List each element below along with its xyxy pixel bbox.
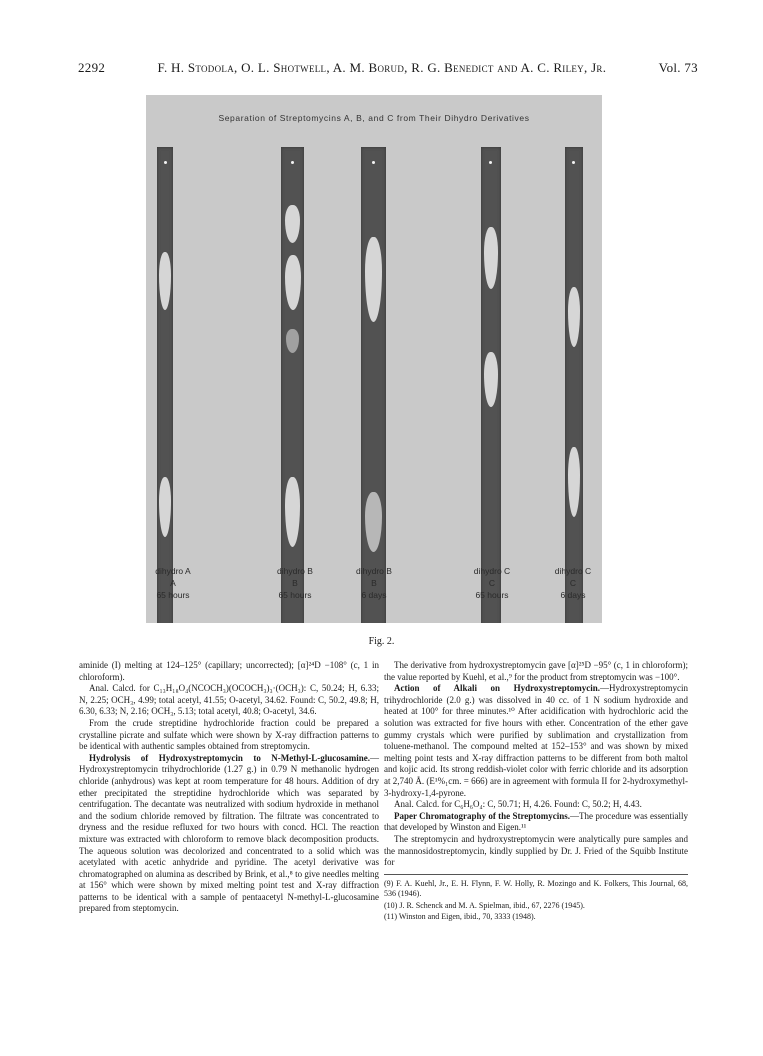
section-heading: Paper Chromatography of the Streptomycins. — [394, 810, 571, 821]
spot — [365, 237, 382, 322]
left-column — [79, 660, 379, 915]
strip-dihydro-b-6d — [361, 147, 386, 623]
running-header — [78, 60, 698, 76]
strip-dihydro-c-65h — [481, 147, 501, 623]
spot — [365, 492, 382, 552]
footnote: (11) Winston and Eigen, ibid., 70, 3333 (1948). — [384, 912, 536, 922]
paragraph: aminide (I) melting at 124–125° (capillary; uncorrected); [α]²⁴D −108° (c, 1 in chloroform). — [79, 660, 379, 682]
origin-dot — [291, 161, 294, 164]
header-authors: F. H. Stodola, O. L. Shotwell, A. M. Borud, R. G. Benedict and A. C. Riley, Jr. — [157, 60, 607, 75]
paragraph: The streptomycin and hydroxystreptomycin were analytically pure samples and the mannosidostreptomycin, kindly supplied by Dr. J. Fried of the Squibb Institute for — [384, 833, 688, 868]
origin-dot — [372, 161, 375, 164]
paragraph: Paper Chromatography of the Streptomycins.—The procedure was essentially that developed by Winston and Eigen.¹¹ — [384, 810, 688, 833]
spot — [286, 329, 299, 353]
strip-dihydro-c-6d — [565, 147, 583, 623]
strip-label: dihydro A A 65 hours — [155, 566, 191, 600]
right-column — [384, 660, 688, 924]
strip-label: dihydro B B 6 days — [356, 566, 392, 600]
spot — [568, 447, 580, 517]
paragraph: Action of Alkali on Hydroxystreptomycin.—Hydroxystreptomycin trihydrochloride (2.0 g.) was dissolved in 40 cc. of 1 N sodium hydroxide and heated at 100° for three minutes.¹⁰ After acidification with hydrochloric acid the solution was extracted for five hours with ether. Concentration of the ether gave gummy crystals which were purified by sublimation and crystallization from toluene-methanol. The compound melted at 152–153° and was shown by mixed melting point tests and X-ray diffraction patterns to be different from both maltol and kojic acid. Its strong reddish-violet color with ferric chloride and its adsorption at 2,740 Å. (E¹%₁cm. = 666) are in agreement with formula II for 2-hydroxymethyl-3-hydroxy-1,4-pyrone. — [384, 683, 688, 798]
strip-label: dihydro C C 65 hours — [473, 566, 511, 600]
volume-number: Vol. 73 — [658, 60, 698, 75]
figure-title: Separation of Streptomycins A, B, and C from Their Dihydro Derivatives — [218, 113, 530, 123]
origin-dot — [572, 161, 575, 164]
strip-dihydro-b-65h — [281, 147, 304, 623]
paragraph: From the crude streptidine hydrochloride fraction could be prepared a crystalline picrate and sulfate which were shown by X-ray diffraction patterns to be identical with authentic samples obtained from streptomycin. — [79, 717, 379, 752]
paragraph: Hydrolysis of Hydroxystreptomycin to N-Methyl-L-glucosamine.—Hydroxystreptomycin trihydrochloride (1.27 g.) in 0.79 N methanolic hydrogen chloride (anhydrous) was kept at room temperature for 48 hours. Addition of dry ether precipitated the streptidine hydrochloride which was separated by centrifugation. The decantate was neutralized with sodium hydroxide in methanol and the sodium chloride removed by filtration. The filtrate was concentrated to dryness and the residue refluxed for two hours with concd. HCl. The reaction mixture was extracted with chloroform to remove black decomposition products. The aqueous solution was decolorized and concentrated to a solid which was acetylated with acetic anhydride and pyridine. The acetyl derivative was chromatographed on alumina as described by Brink, et al.,⁸ to give needles melting at 156° which were shown by mixed melting point test and X-ray diffraction patterns to be identical with a sample of pentaacetyl N-methyl-L-glucosamine prepared from steptomycin. — [79, 752, 379, 914]
spot — [484, 352, 498, 407]
section-heading: Hydrolysis of Hydroxystreptomycin to N-Methyl-L-glucosamine. — [89, 752, 370, 763]
spot — [285, 205, 300, 243]
section-heading: Action of Alkali on Hydroxystreptomycin. — [394, 683, 600, 694]
paragraph: Anal. Calcd. for C₆H₆O₄: C, 50.71; H, 4.26. Found: C, 50.2; H, 4.43. — [394, 799, 642, 810]
origin-dot — [164, 161, 167, 164]
spot — [568, 287, 580, 347]
spot — [285, 477, 300, 547]
footnote: (10) J. R. Schenck and M. A. Spielman, ibid., 67, 2276 (1945). — [384, 900, 585, 910]
strip-label: dihydro C C 6 days — [554, 566, 592, 600]
chromatogram-figure — [146, 95, 602, 623]
figure-caption: Fig. 2. — [368, 636, 395, 647]
page-number: 2292 — [78, 60, 106, 75]
spot — [159, 477, 171, 537]
footnotes — [384, 874, 688, 923]
strip-dihydro-a — [157, 147, 173, 623]
paragraph: Anal. Calcd. for C₁₃H₁₈O₄(NCOCH₃)(OCOCH₃)₃·(OCH₃): C, 50.24; H, 6.33; N, 2.25; OCH₃, 4.99; total acetyl, 41.55; O-acetyl, 34.62. Found: C, 50.2, 49.8; H, 6.30, 6.33; N, 2.16; OCH₃, 5.13; total acetyl, 40.8; O-acetyl, 34.6. — [79, 683, 379, 717]
strip-label: dihydro B B 65 hours — [277, 566, 313, 600]
spot — [484, 227, 498, 289]
footnote: (9) F. A. Kuehl, Jr., E. H. Flynn, F. W. Holly, R. Mozingo and K. Folkers, This Journal, 68, 536 (1946). — [384, 878, 688, 899]
origin-dot — [489, 161, 492, 164]
spot — [285, 255, 301, 310]
paragraph: The derivative from hydroxystreptomycin gave [α]²⁵D −95° (c, 1 in chloroform); the value reported by Kuehl, et al.,⁹ for the product from streptomycin was −100°. — [384, 660, 688, 682]
spot — [159, 252, 171, 310]
